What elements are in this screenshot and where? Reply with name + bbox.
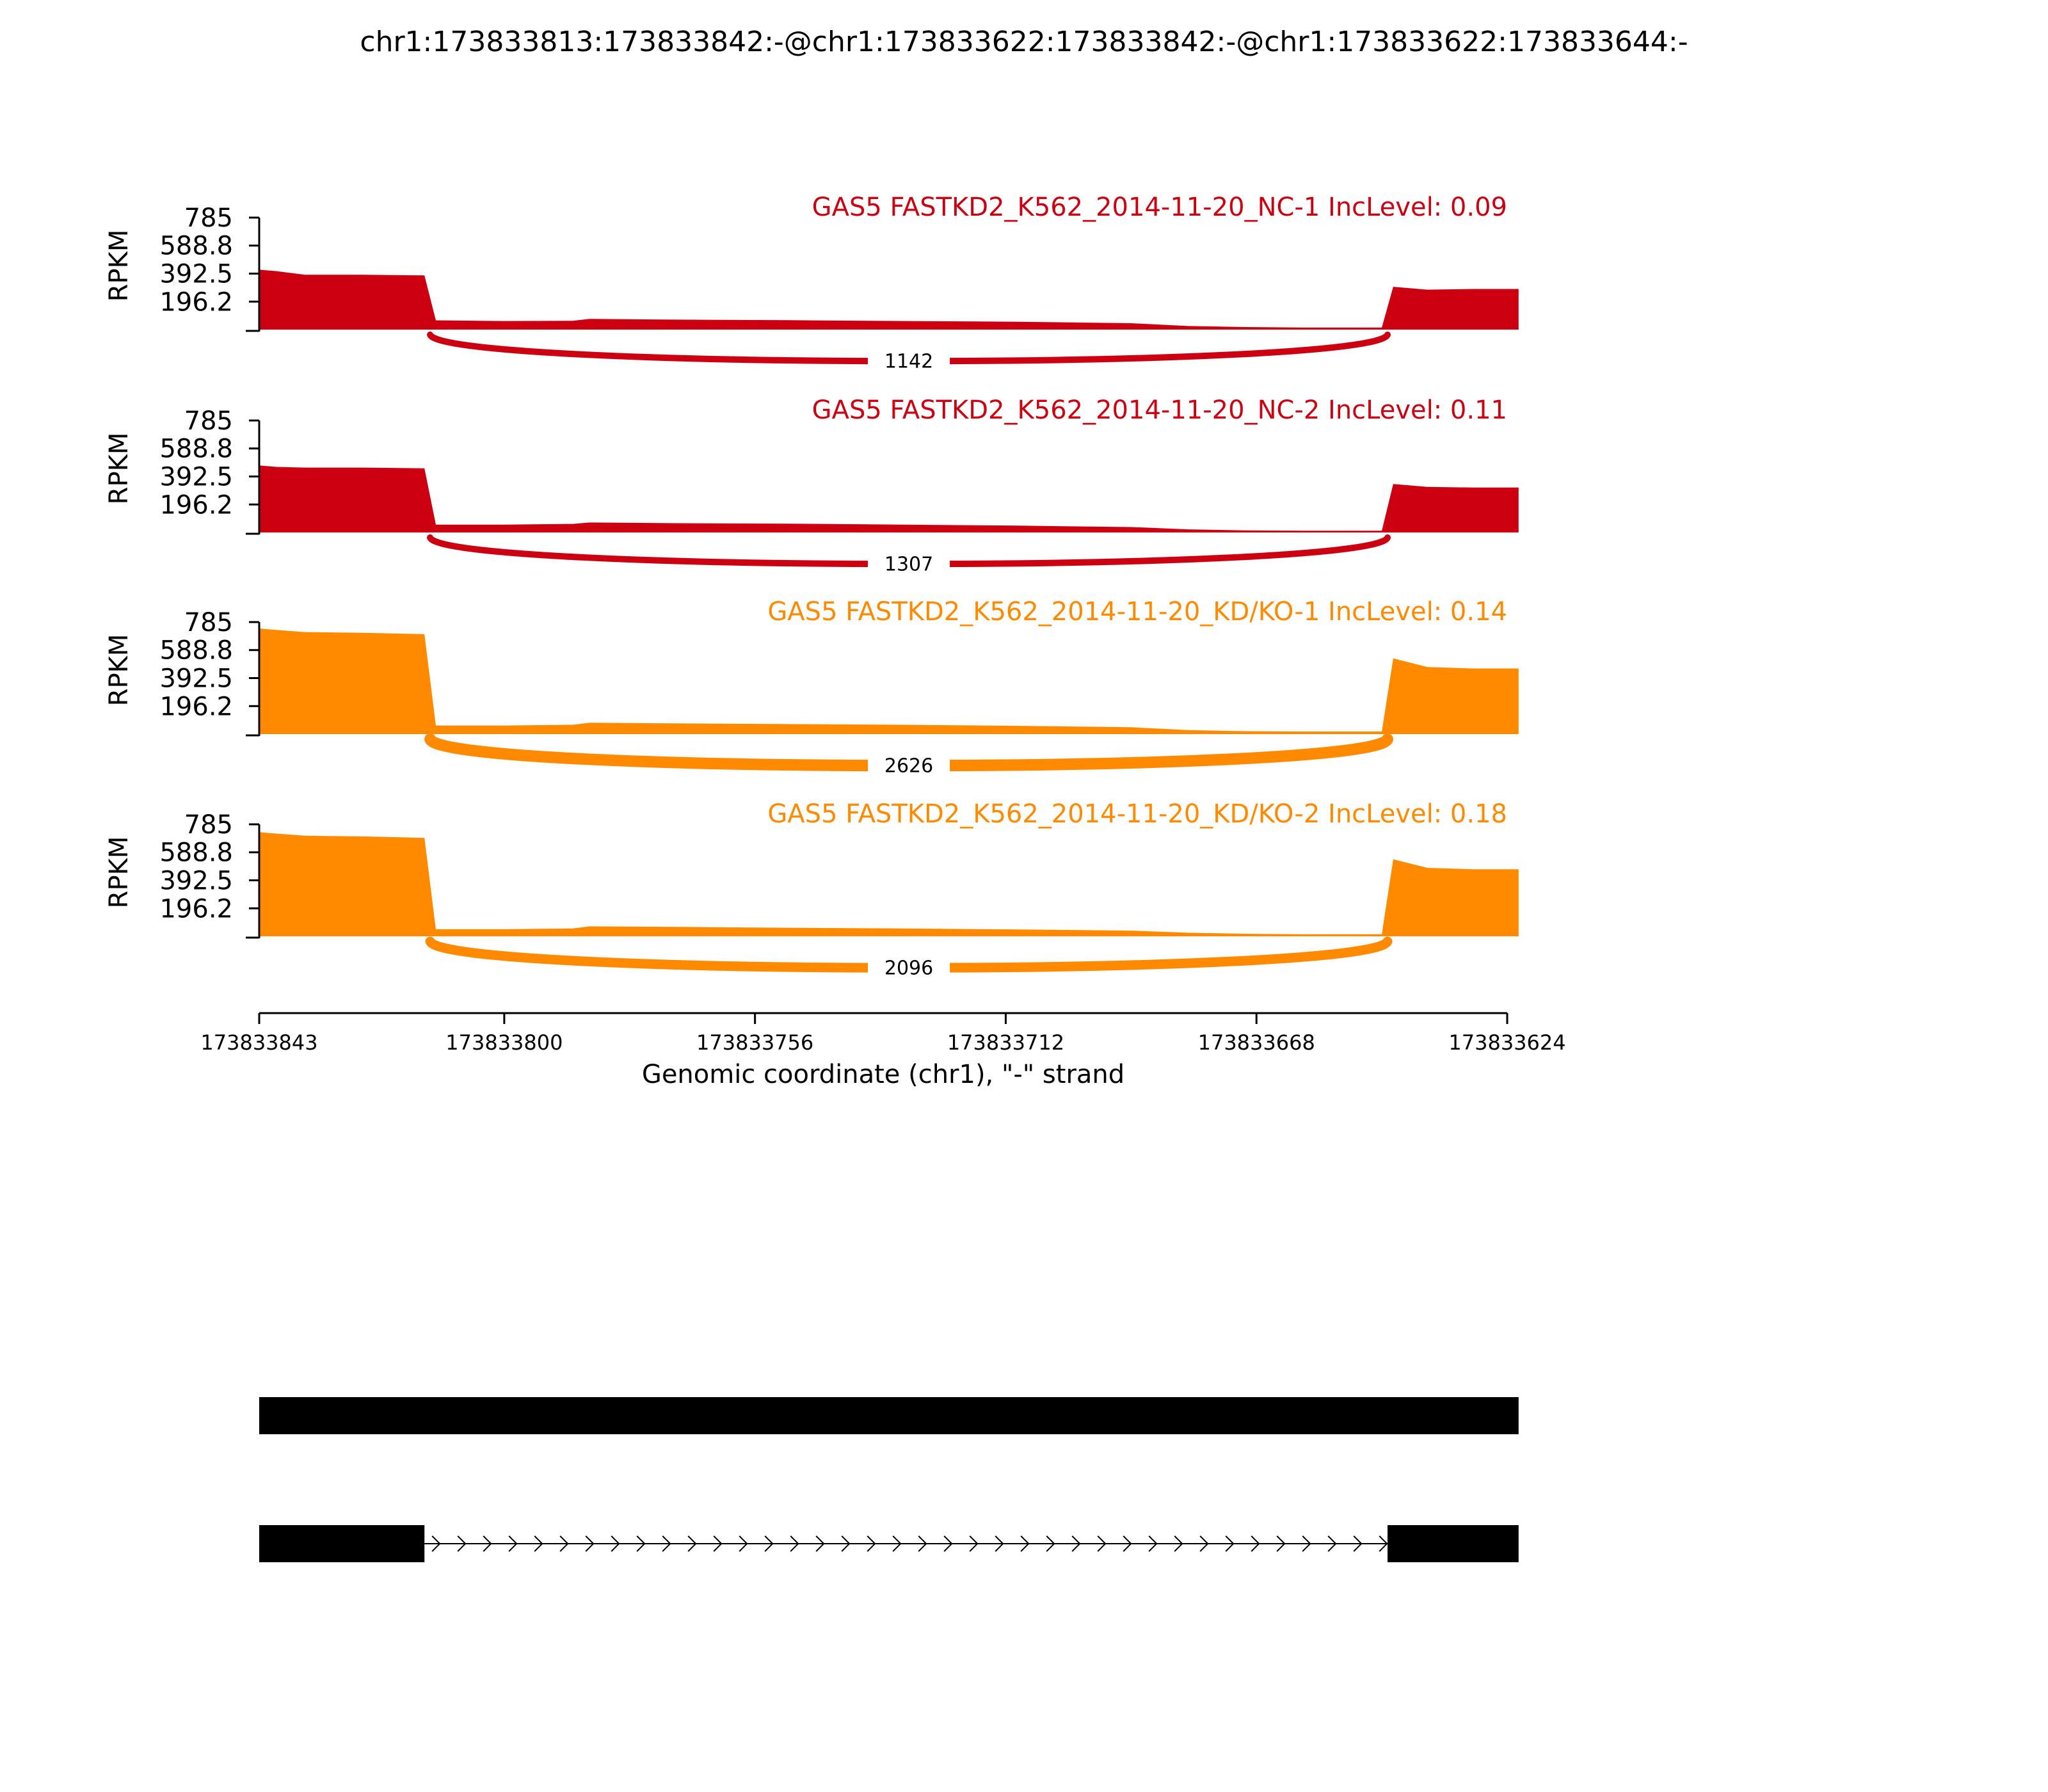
exon-block (1388, 1525, 1519, 1562)
sample-label: GAS5 FASTKD2_K562_2014-11-20_NC-2 IncLevel: 0.11 (812, 396, 1507, 425)
y-tick-label: 196.2 (159, 287, 233, 317)
coverage-area (259, 269, 1519, 330)
y-tick-label: 785 (184, 204, 233, 233)
x-tick-label: 173833668 (1197, 1030, 1315, 1055)
y-axis-label: RPKM (104, 432, 134, 505)
junction-count-label: 2096 (884, 957, 934, 980)
sample-label: GAS5 FASTKD2_K562_2014-11-20_KD/KO-2 IncLevel: 0.18 (767, 799, 1507, 829)
x-tick-label: 173833756 (696, 1030, 814, 1055)
y-tick-label: 196.2 (159, 692, 233, 722)
coverage-area (259, 465, 1519, 532)
x-axis (200, 1013, 1565, 1089)
transcript-2 (259, 1525, 1519, 1562)
x-tick-label: 173833800 (445, 1030, 563, 1055)
junction-count-label: 1142 (884, 350, 934, 373)
exon-block (259, 1397, 1519, 1434)
y-tick-label: 588.8 (159, 434, 233, 464)
y-tick-label: 392.5 (159, 664, 233, 694)
y-tick-label: 785 (184, 406, 233, 436)
y-axis-label: RPKM (104, 836, 134, 909)
coverage-panel-3 (104, 597, 1519, 781)
y-tick-label: 392.5 (159, 866, 233, 896)
y-axis-label: RPKM (104, 229, 134, 302)
coverage-panel-1 (104, 193, 1519, 376)
coverage-panel-2 (104, 396, 1519, 579)
y-tick-label: 392.5 (159, 462, 233, 492)
gene-model-track (259, 1397, 1519, 1562)
coverage-area (259, 832, 1519, 936)
y-tick-label: 588.8 (159, 636, 233, 666)
y-tick-label: 392.5 (159, 259, 233, 289)
x-tick-label: 173833712 (947, 1030, 1065, 1055)
junction-count-label: 1307 (884, 553, 934, 576)
junction-count-label: 2626 (884, 755, 934, 778)
y-tick-label: 785 (184, 608, 233, 637)
sample-label: GAS5 FASTKD2_K562_2014-11-20_NC-1 IncLevel: 0.09 (812, 193, 1507, 222)
x-axis-ticks (200, 1013, 1565, 1055)
transcript-1 (259, 1397, 1519, 1434)
exon-block (259, 1525, 424, 1562)
y-tick-label: 588.8 (159, 838, 233, 868)
x-tick-label: 173833843 (200, 1030, 318, 1055)
sample-label: GAS5 FASTKD2_K562_2014-11-20_KD/KO-1 IncLevel: 0.14 (767, 597, 1507, 627)
y-tick-label: 196.2 (159, 894, 233, 924)
x-axis-label: Genomic coordinate (chr1), "-" strand (641, 1060, 1125, 1089)
y-tick-label: 588.8 (159, 231, 233, 261)
y-tick-label: 785 (184, 810, 233, 840)
coverage-panel-4 (104, 799, 1519, 983)
figure-title: chr1:173833813:173833842:-@chr1:173833622:173833842:-@chr1:173833622:173833644:- (360, 26, 1688, 58)
x-tick-label: 173833624 (1448, 1030, 1566, 1055)
y-tick-label: 196.2 (159, 490, 233, 520)
y-axis-label: RPKM (104, 634, 134, 707)
coverage-area (259, 628, 1519, 734)
coverage-panels (104, 193, 1519, 983)
